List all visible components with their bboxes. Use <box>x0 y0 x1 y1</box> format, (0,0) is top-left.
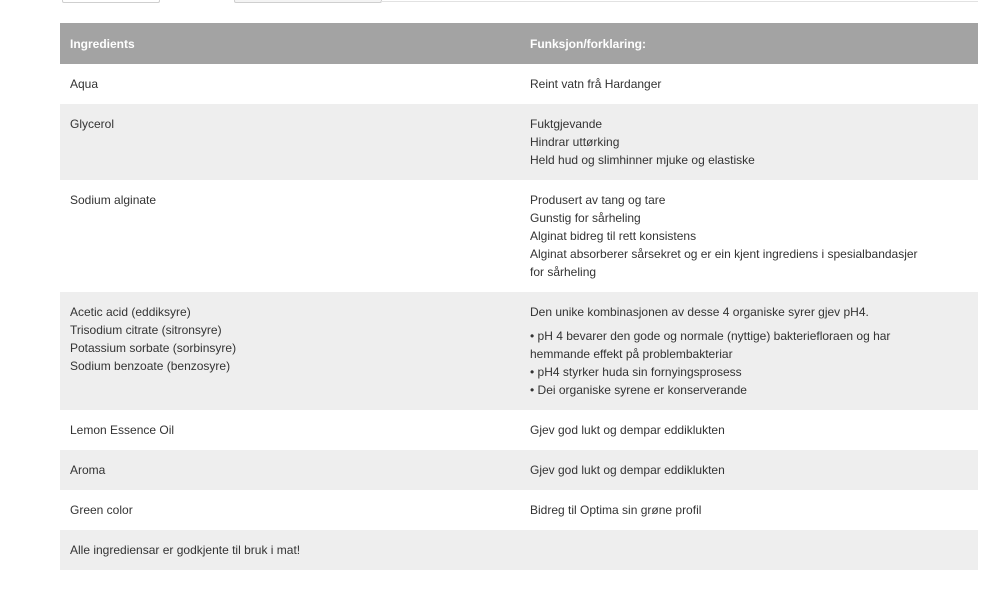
function-text: Gjev god lukt og dempar eddiklukten <box>530 423 725 437</box>
tab-divider <box>380 1 978 2</box>
function-header: Funksjon/forklaring: <box>520 23 978 64</box>
ingredients-table <box>60 23 978 570</box>
ingredient-cell <box>60 450 520 490</box>
function-text: for sårheling <box>530 265 597 279</box>
function-cell <box>520 292 978 410</box>
ingredient-cell <box>60 292 520 410</box>
ingredient-name: Aqua <box>70 77 99 91</box>
table-row <box>60 490 978 530</box>
ingredient-name: Lemon Essence Oil <box>70 423 175 437</box>
tab-first[interactable] <box>62 0 160 3</box>
table-row <box>60 410 978 450</box>
function-text: Alginat absorberer sårsekret og er ein kjent ingrediens i spesialbandasjer <box>530 247 918 261</box>
table-row <box>60 450 978 490</box>
function-text: Held hud og slimhinner mjuke og elastiske <box>530 153 755 167</box>
ingredient-cell <box>60 410 520 450</box>
function-bullet: • pH 4 bevarer den gode og normale (nyttige) bakteriefloraen og har <box>530 329 891 343</box>
footnote-text: Alle ingrediensar er godkjente til bruk i mat! <box>70 543 301 557</box>
function-cell <box>520 64 978 104</box>
table-row <box>60 104 978 180</box>
function-text: Hindrar uttørking <box>530 135 620 149</box>
tab-bar <box>0 0 1000 4</box>
function-bullet: hemmande effekt på problembakteriar <box>530 347 733 361</box>
function-cell <box>520 490 978 530</box>
ingredient-cell <box>60 180 520 292</box>
ingredient-cell <box>60 490 520 530</box>
ingredient-name: Sodium benzoate (benzosyre) <box>70 359 231 373</box>
ingredient-name: Sodium alginate <box>70 193 157 207</box>
function-text: Reint vatn frå Hardanger <box>530 77 662 91</box>
ingredient-name: Acetic acid (eddiksyre) <box>70 305 191 319</box>
function-text: Gunstig for sårheling <box>530 211 641 225</box>
ingredient-cell <box>60 64 520 104</box>
table-row <box>60 64 978 104</box>
ingredient-name: Aroma <box>70 463 106 477</box>
function-intro: Den unike kombinasjonen av desse 4 organiske syrer gjev pH4. <box>530 305 869 319</box>
table-row <box>60 292 978 410</box>
tab-second[interactable] <box>234 0 382 3</box>
function-cell <box>520 410 978 450</box>
function-bullet: • Dei organiske syrene er konserverande <box>530 383 747 397</box>
ingredient-cell <box>60 530 520 570</box>
ingredient-name: Glycerol <box>70 117 115 131</box>
table-row <box>60 180 978 292</box>
function-cell <box>520 530 978 570</box>
ingredient-name: Potassium sorbate (sorbinsyre) <box>70 341 237 355</box>
ingredient-cell <box>60 104 520 180</box>
function-text: Gjev god lukt og dempar eddiklukten <box>530 463 725 477</box>
table-header-row <box>60 23 978 64</box>
function-cell <box>520 180 978 292</box>
ingredient-name: Trisodium citrate (sitronsyre) <box>70 323 222 337</box>
ingredient-name: Green color <box>70 503 133 517</box>
function-text: Produsert av tang og tare <box>530 193 666 207</box>
ingredients-header: Ingredients <box>60 23 520 64</box>
function-text: Bidreg til Optima sin grøne profil <box>530 503 702 517</box>
function-bullet: • pH4 styrker huda sin fornyingsprosess <box>530 365 742 379</box>
function-cell <box>520 104 978 180</box>
function-cell <box>520 450 978 490</box>
function-text: Alginat bidreg til rett konsistens <box>530 229 697 243</box>
table-row <box>60 530 978 570</box>
function-text: Fuktgjevande <box>530 117 603 131</box>
